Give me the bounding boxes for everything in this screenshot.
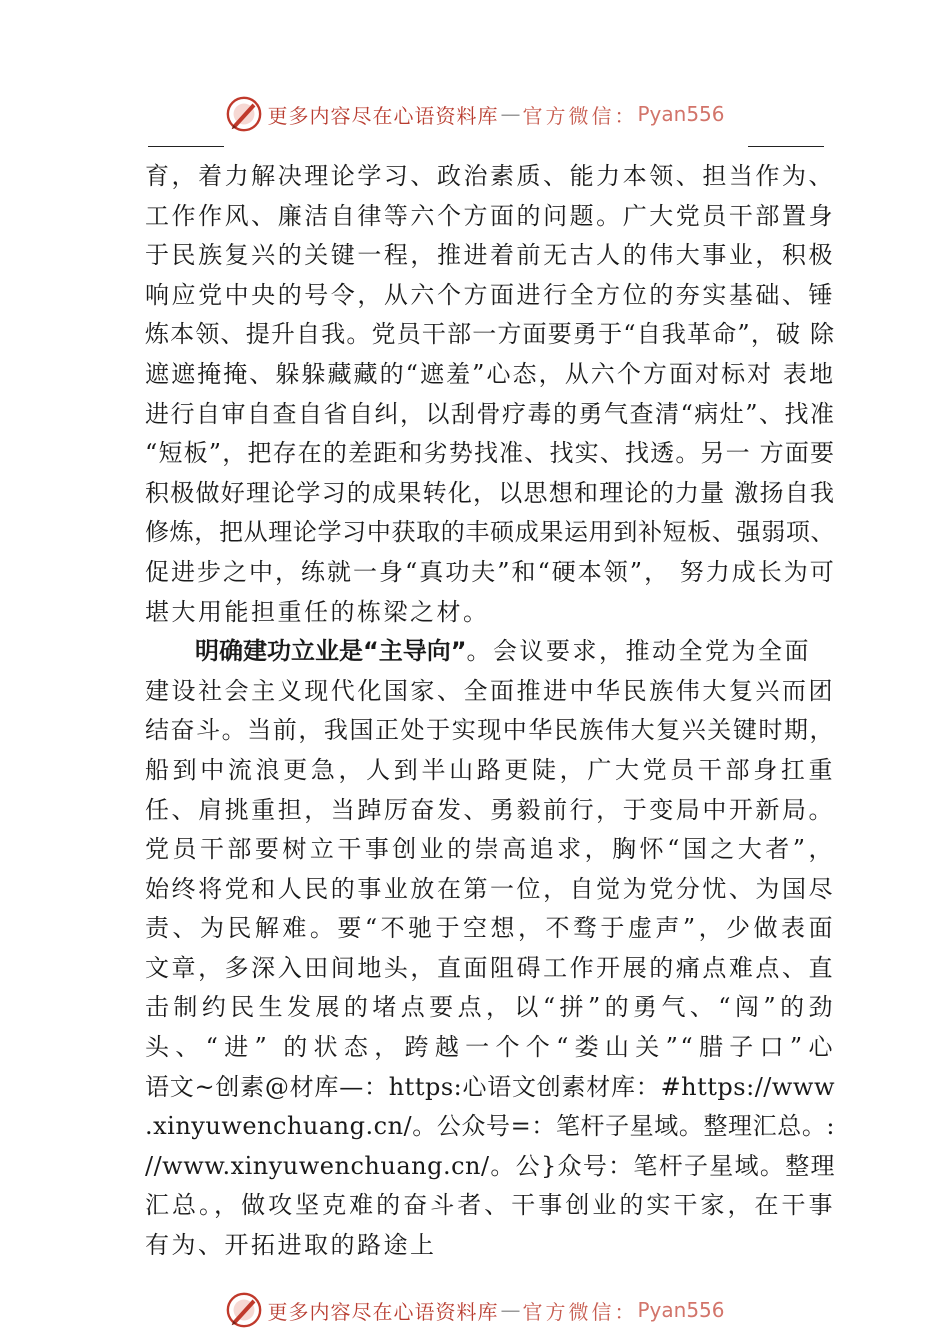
text-line: 促进步之中，练就一身“真功夫”和“硬本领”， 努力成长为可 <box>145 557 836 586</box>
text-line: 文章，多深入田间地头，直面阻碍工作开展的痛点难点、直 <box>145 953 835 982</box>
text-line: .xinyuwenchuang.cn/。公众号=：笔杆子星域。整理汇总。: <box>145 1112 835 1141</box>
text-line: 工作作风、廉洁自律等六个方面的问题。广大党员干部置身 <box>145 201 835 230</box>
section-heading: 明确建功立业是“主导向” <box>195 637 467 666</box>
header-rule-left <box>148 146 224 147</box>
text-line: 汇总。，做攻坚克难的奋斗者、干事创业的实干家，在干事 <box>145 1191 835 1220</box>
text-line: 头、“进” 的状态，跨越一个个“娄山关”“腊子口”心 <box>145 1033 835 1062</box>
text-line: 堪大用能担重任的栋梁之材。 <box>145 597 490 626</box>
text-run: 。会议要求，推动全党为全面 <box>466 637 812 666</box>
text-line: 响应党中央的号令，从六个方面进行全方位的夯实基础、锤 <box>145 280 835 309</box>
watermark-footer <box>0 1288 950 1332</box>
watermark-header <box>0 92 950 136</box>
text-line: 有为、开拓进取的路途上 <box>145 1231 437 1260</box>
text-line: 船到中流浪更急，人到半山路更陡，广大党员干部身扛重 <box>145 755 835 784</box>
pen-logo-icon <box>225 1291 263 1329</box>
text-line: 进行自审自查自省自纠，以刮骨疗毒的勇气查清“病灶”、找准 <box>145 399 836 428</box>
text-line: “短板”，把存在的差距和劣势找准、找实、找透。另一 方面要 <box>145 439 835 468</box>
text-line: 党员干部要树立干事创业的崇高追求，胸怀“国之大者”， <box>145 835 835 864</box>
text-line: 语文~创素@材库—：https:心语文创素材库：#https://www <box>145 1072 835 1101</box>
watermark-wechat-id: Pyan556 <box>637 102 725 126</box>
watermark-main-text: 更多内容尽在心语资料库 <box>267 1299 499 1324</box>
watermark-main-text: 更多内容尽在心语资料库 <box>267 103 499 128</box>
watermark-wechat-id: Pyan556 <box>637 1298 725 1322</box>
text-line: 育，着力解决理论学习、政治素质、能力本领、担当作为、 <box>145 162 835 190</box>
text-line: 始终将党和人民的事业放在第一位，自觉为党分忧、为国尽 <box>145 874 835 903</box>
watermark-wechat-label: 官方微信： <box>522 103 638 128</box>
watermark-separator: — <box>500 102 521 126</box>
document-body <box>145 157 835 1266</box>
text-line: 击制约民生发展的堵点要点，以“拼”的勇气、“闯”的劲 <box>145 993 835 1022</box>
text-line: 于民族复兴的关键一程，推进着前无古人的伟大事业，积极 <box>145 241 835 270</box>
header-rule-right <box>748 146 824 147</box>
text-line: 炼本领、提升自我。党员干部一方面要勇于“自我革命”，破 除 <box>145 320 835 349</box>
text-line: //www.xinyuwenchuang.cn/。公}众号：笔杆子星域。整理 <box>145 1151 835 1180</box>
text-line: 修炼，把从理论学习中获取的丰硕成果运用到补短板、强弱项、 <box>145 518 835 547</box>
text-line: 责、为民解难。要“不驰于空想，不骛于虚声”，少做表面 <box>145 914 835 943</box>
paragraph-2-first-line <box>145 632 835 672</box>
paragraph-1 <box>145 157 835 632</box>
text-line: 积极做好理论学习的成果转化，以思想和理论的力量 激扬自我 <box>145 478 835 507</box>
text-line: 建设社会主义现代化国家、全面推进中华民族伟大复兴而团 <box>145 676 835 705</box>
paragraph-2 <box>145 632 835 1266</box>
text-line: 结奋斗。当前，我国正处于实现中华民族伟大复兴关键时期， <box>145 716 835 745</box>
watermark-wechat-label: 官方微信： <box>522 1299 638 1324</box>
watermark-separator: — <box>500 1298 521 1322</box>
text-line: 任、肩挑重担，当踔厉奋发、勇毅前行，于变局中开新局。 <box>145 795 835 824</box>
text-line: 遮遮掩掩、躲躲藏藏的“遮羞”心态，从六个方面对标对 表地 <box>145 359 835 388</box>
pen-logo-icon <box>225 95 263 133</box>
